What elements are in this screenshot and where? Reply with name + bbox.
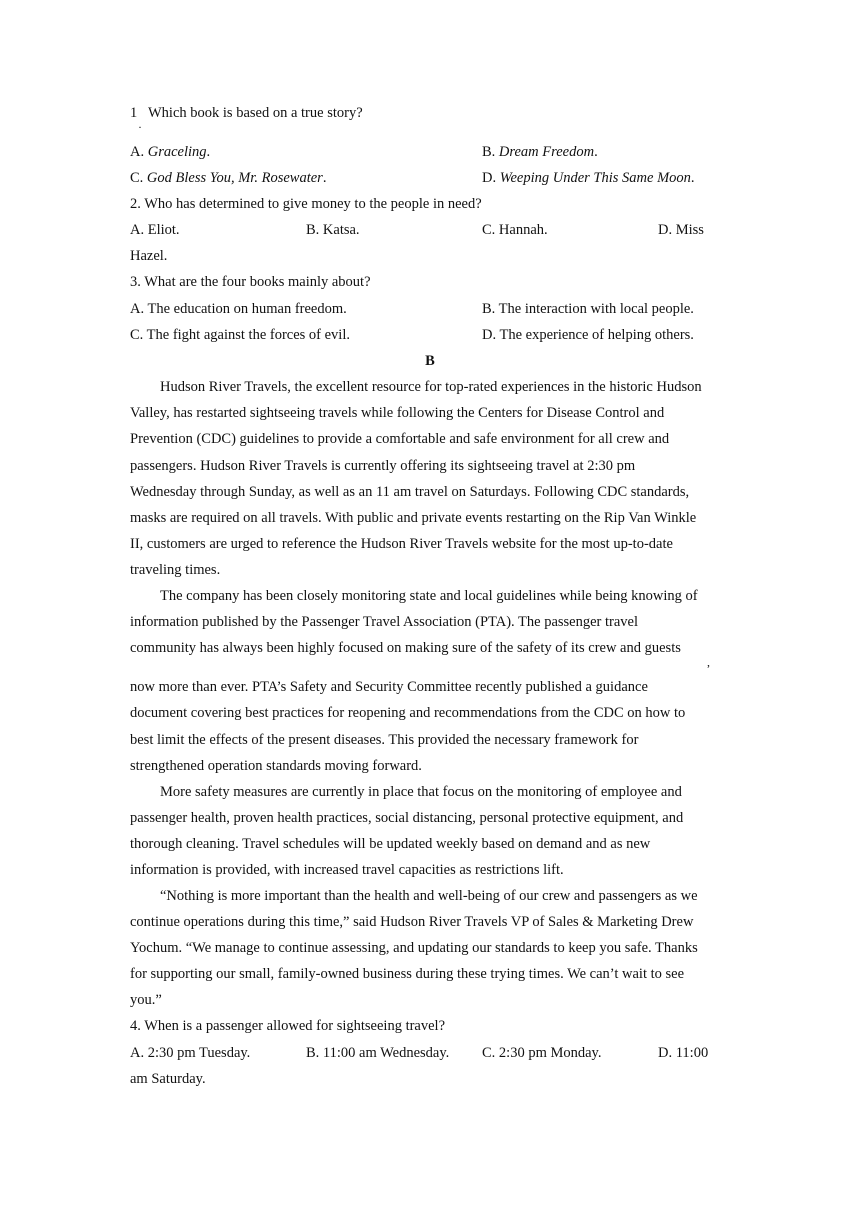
q1-option-b: B. Dream Freedom. bbox=[482, 144, 598, 160]
q1-option-d: D. Weeping Under This Same Moon. bbox=[482, 170, 695, 186]
passage-line: for supporting our small, family-owned business during these trying times. We can’t wait to see bbox=[130, 966, 685, 982]
q2-option-d-continued: Hazel. bbox=[130, 248, 168, 264]
q1-number: 1 bbox=[130, 105, 138, 121]
q1-option-a: A. Graceling. bbox=[130, 144, 211, 160]
section-b-heading: B bbox=[425, 353, 435, 369]
q4-option-b: B. 11:00 am Wednesday. bbox=[306, 1045, 450, 1061]
q3-stem: 3. What are the four books mainly about? bbox=[130, 274, 371, 290]
passage-line: masks are required on all travels. With public and private events restarting on the Rip Van Winkle bbox=[130, 510, 697, 526]
q4-option-c: C. 2:30 pm Monday. bbox=[482, 1045, 602, 1061]
passage-line: “Nothing is more important than the health and well-being of our crew and passengers as we bbox=[160, 888, 698, 904]
q3-option-c: C. The fight against the forces of evil. bbox=[130, 327, 350, 343]
passage-line: now more than ever. PTA’s Safety and Security Committee recently published a guidance bbox=[130, 679, 648, 695]
passage-line: information published by the Passenger Travel Association (PTA). The passenger travel bbox=[130, 614, 638, 630]
q3-option-b: B. The interaction with local people. bbox=[482, 301, 694, 317]
q2-stem: 2. Who has determined to give money to the people in need? bbox=[130, 196, 482, 212]
passage-line: Yochum. “We manage to continue assessing, and updating our standards to keep you safe. Thanks bbox=[130, 940, 698, 956]
q2-option-b: B. Katsa. bbox=[306, 222, 360, 238]
passage-line: community has always been highly focused on making sure of the safety of its crew and guests bbox=[130, 640, 681, 656]
q2-option-a: A. Eliot. bbox=[130, 222, 180, 238]
passage-line: Wednesday through Sunday, as well as an 11 am travel on Saturdays. Following CDC standards, bbox=[130, 484, 690, 500]
q1-stem: Which book is based on a true story? bbox=[148, 105, 363, 121]
passage-line: you.” bbox=[130, 992, 162, 1008]
q4-option-d: D. 11:00 bbox=[658, 1045, 709, 1061]
q4-option-a: A. 2:30 pm Tuesday. bbox=[130, 1045, 251, 1061]
passage-line: Valley, has restarted sightseeing travels while following the Centers for Disease Control and bbox=[130, 405, 665, 421]
passage-line: continue operations during this time,” said Hudson River Travels VP of Sales & Marketing Drew bbox=[130, 914, 694, 930]
book-title-weeping-under: Weeping Under This Same Moon bbox=[499, 170, 691, 186]
passage-line: The company has been closely monitoring state and local guidelines while being knowing of bbox=[160, 588, 698, 604]
book-title-god-bless-you: God Bless You, Mr. Rosewater bbox=[146, 170, 323, 186]
passage-line: document covering best practices for reopening and recommendations from the CDC on how to bbox=[130, 705, 686, 721]
q4-option-d-continued: am Saturday. bbox=[130, 1071, 206, 1087]
passage-line: strengthened operation standards moving forward. bbox=[130, 758, 422, 774]
book-title-dream-freedom: Dream Freedom bbox=[498, 144, 595, 160]
stray-comma: , bbox=[707, 655, 710, 669]
q3-option-d: D. The experience of helping others. bbox=[482, 327, 694, 343]
passage-line: best limit the effects of the present diseases. This provided the necessary framework for bbox=[130, 732, 639, 748]
passage-line: More safety measures are currently in place that focus on the monitoring of employee and bbox=[160, 784, 682, 800]
q2-option-d: D. Miss bbox=[658, 222, 704, 238]
passage-line: Hudson River Travels, the excellent resource for top-rated experiences in the historic Hudson bbox=[160, 379, 702, 395]
passage-line: passengers. Hudson River Travels is currently offering its sightseeing travel at 2:30 pm bbox=[130, 458, 636, 474]
passage-line: passenger health, proven health practices, social distancing, personal protective equipment, and bbox=[130, 810, 684, 826]
book-title-graceling: Graceling bbox=[147, 144, 207, 160]
q4-stem: 4. When is a passenger allowed for sightseeing travel? bbox=[130, 1018, 446, 1034]
passage-line: II, customers are urged to reference the Hudson River Travels website for the most up-to-date bbox=[130, 536, 673, 552]
q3-option-a: A. The education on human freedom. bbox=[130, 301, 347, 317]
q2-option-c: C. Hannah. bbox=[482, 222, 548, 238]
passage-line: information is provided, with increased travel capacities as restrictions lift. bbox=[130, 862, 564, 878]
q1-option-c: C. God Bless You, Mr. Rosewater. bbox=[130, 170, 327, 186]
passage-line: thorough cleaning. Travel schedules will be updated weekly based on demand and as new bbox=[130, 836, 651, 852]
q1-dot: · bbox=[138, 120, 142, 134]
passage-line: traveling times. bbox=[130, 562, 221, 578]
passage-line: Prevention (CDC) guidelines to provide a comfortable and safe environment for all crew and bbox=[130, 431, 670, 447]
